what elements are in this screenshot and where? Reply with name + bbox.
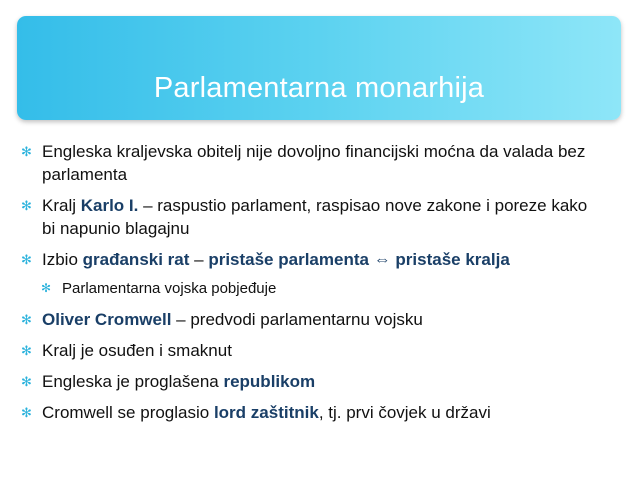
bullet-text: Parlamentarna vojska pobjeđuje [62, 280, 277, 297]
bullet-text: Izbio [42, 250, 83, 269]
asterisk-bullet-icon: ✻ [21, 312, 32, 327]
bullet-text: – [189, 250, 209, 269]
asterisk-bullet-icon: ✻ [21, 252, 32, 267]
bold-term: pristaše parlamenta [208, 250, 369, 269]
bullet-item [0, 194, 638, 240]
asterisk-bullet-icon: ✻ [41, 281, 52, 295]
asterisk-bullet-icon: ✻ [21, 144, 32, 159]
bullet-item [0, 401, 638, 424]
bullet-text: – predvodi parlamentarnu vojsku [171, 310, 423, 329]
bullet-item [0, 140, 638, 186]
title-banner [17, 16, 621, 120]
bullet-text: – raspustio parlament, raspisao nove zakone i poreze kako bi napunio blagajnu [42, 196, 588, 238]
bullet-text: Engleska kraljevska obitelj nije dovoljno financijski moćna da valada bez parlamenta [42, 142, 586, 184]
double-arrow-icon: ⇔ [373, 250, 391, 269]
bold-term: građanski rat [82, 250, 190, 269]
bullet-item [0, 248, 638, 271]
bullet-list [0, 140, 638, 432]
bullet-item [0, 370, 638, 393]
sub-bullet-item [0, 277, 638, 300]
bold-term: republikom [223, 372, 316, 391]
bullet-text: Engleska je proglašena [42, 372, 224, 391]
bold-term: Karlo I. [80, 196, 139, 215]
bold-term: pristaše kralja [395, 250, 510, 269]
bullet-text: Kralj je osuđen i smaknut [42, 341, 232, 360]
asterisk-bullet-icon: ✻ [21, 405, 32, 420]
bold-term: Oliver Cromwell [42, 310, 172, 329]
asterisk-bullet-icon: ✻ [21, 374, 32, 389]
bullet-text: , tj. prvi čovjek u državi [318, 403, 491, 422]
bullet-text: Kralj [42, 196, 81, 215]
slide-title: Parlamentarna monarhija [153, 72, 485, 104]
bold-term: lord zaštitnik [213, 403, 319, 422]
asterisk-bullet-icon: ✻ [21, 343, 32, 358]
asterisk-bullet-icon: ✻ [21, 198, 32, 213]
bullet-item [0, 308, 638, 331]
bullet-item [0, 339, 638, 362]
bullet-text: Cromwell se proglasio [42, 403, 214, 422]
